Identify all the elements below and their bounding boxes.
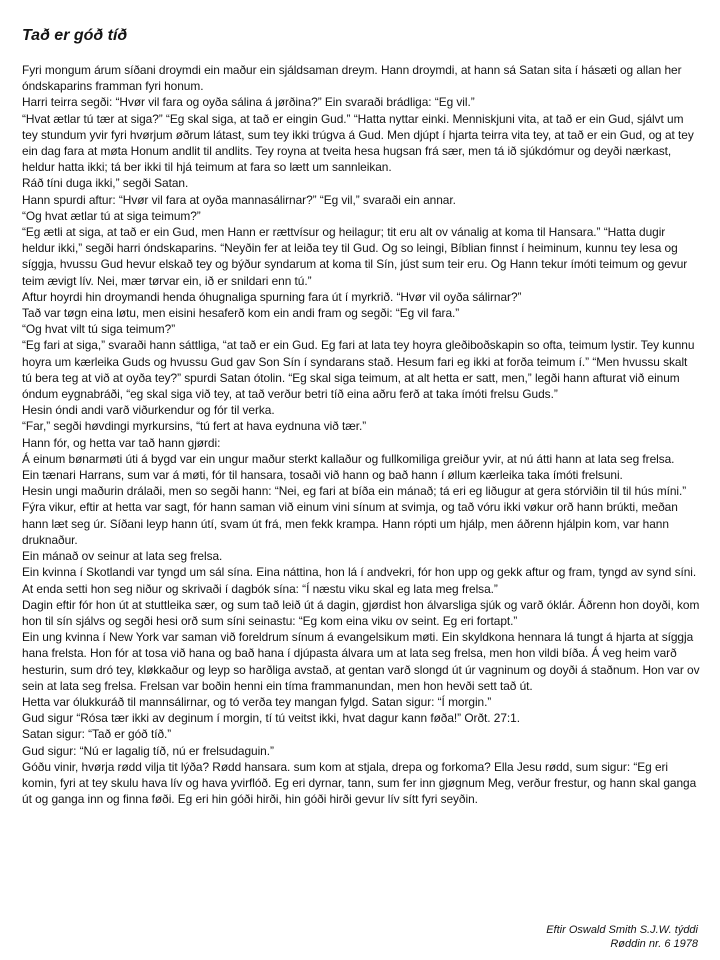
- paragraph: Tað var tøgn eina løtu, men eisini hesaferð kom ein andi fram og segði: “Eg vil fara.”: [22, 306, 460, 321]
- paragraph: Aftur hoyrdi hin droymandi henda óhugnaliga spurning fara út í myrkrið. “Hvør vil oyða sálirnar?”: [22, 289, 522, 304]
- paragraph: Ráð tíni duga ikki,” segði Satan.: [22, 176, 189, 191]
- paragraph: Fýra vikur, eftir at hetta var sagt, fór hann saman við einum vini sínum at svimja, og tað vóru ikki vøkur orð hann brúkti, meðan hann læt seg úr. Síðani leyp hann útí, svam út frá, men fekk krampa. Hann rópti um hjálp, men áðrenn hjálpin kom, var hann druknaður.: [22, 500, 678, 547]
- paragraph: Ein mánað ov seinur at lata seg frelsa.: [22, 549, 223, 564]
- paragraph: Dagin eftir fór hon út at stuttleika sær, og sum tað leið út á dagin, gjørdist hon álvarsliga sjúk og varð óklár. Áðrenn hon doyði, kom hon til sín sjálvs og segði hesi orð sum síni seinastu: “Eg kom eina viku ov seint. Eg eri fortapt.”: [22, 597, 700, 628]
- signature-source: Røddin nr. 6 1978: [610, 938, 698, 950]
- paragraph: “Eg ætli at siga, at tað er ein Gud, men Hann er rættvísur og heilagur; tit eru alt ov vánalig at koma til Hansara.” “Hatta dugir heldur ikki,” segði harri óndskaparins. “Neyðin fer at leiða tey til Gud. Og so leingi, Bíblian finnst í heiminum, kunnu tey lesa og síggja, hvussu Gud hevur elskað tey og býður syndarum at koma til Sín, júst sum teir eru. Og Hann tekur ímóti teimum og gevur teim ævigt lív. Nei, mær tørvar ein, ið er snildari enn tú.”: [22, 225, 688, 288]
- paragraph: Ein tænari Harrans, sum var á møti, fór til hansara, tosaði við hann og bað hann í øllum kærleika taka ímóti frelsuni.: [22, 468, 623, 483]
- paragraph: “Far,” segði høvdingi myrkursins, “tú fert at hava eydnuna við tær.”: [22, 419, 367, 434]
- paragraph: “Og hvat vilt tú siga teimum?”: [22, 322, 176, 337]
- paragraph: Harri teirra segði: “Hvør vil fara og oyða sálina á jørðina?” Ein svaraði brádliga: “Eg vil.”: [22, 95, 475, 110]
- paragraph: Hesin óndi andi varð viðurkendur og fór til verka.: [22, 403, 275, 418]
- document-title: Tað er góð tíð: [22, 27, 128, 44]
- paragraph: Ein kvinna í Skotlandi var tyngd um sál sína. Eina náttina, hon lá í andvekri, fór hon upp og gekk aftur og fram, tyngd av synd síni. At enda setti hon seg niður og skrivaði í dagbók sína: “Í næstu viku skal eg lata meg frelsa.”: [22, 565, 697, 596]
- paragraph: “Hvat ætlar tú tær at siga?” “Eg skal siga, at tað er eingin Gud.” “Hatta nyttar einki. Menniskjuni vita, at tað er ein Gud, sjálvt um tey stundum yvir fyri hvørjum øðrum látast, sum tey ikki trúgva á Gud. Men djúpt í hjarta teirra vita tey, at tað er ein Gud, og at tey ein dag fara at møta Honum andlit til andlits. Tey royna at tveita hesa hugsan frá sær, men tá ið sjúkdómur og deyði nærkast, heldur hatta ikki; tá ber ikki til hjá teimum at fara so lætt um sannleikan.: [22, 111, 694, 175]
- paragraph: Hesin ungi maðurin drálaði, men so segði hann: “Nei, eg fari at bíða ein mánað; tá eri eg liðugur at gera stórviðin til til hús míni.”: [22, 484, 687, 499]
- paragraph: Gud sigur: “Nú er lagalig tíð, nú er frelsudaguin.”: [22, 743, 274, 758]
- paragraph: “Eg fari at siga,” svaraði hann sáttliga, “at tað er ein Gud. Eg fari at lata tey hoyra gleðiboðskapin so ofta, teimum lystir. Tey kunnu hoyra um kærleika Guds og hvussu Gud gav Son Sín í syndarans stað. Hesum fari eg ikki at forða teimum í.” “Men hvussu skalt tú bera teg at við at oyða tey?” spurdi Satan ótolin. “Eg skal siga teimum, at alt hetta er satt, men,” legði hann afturat við einum óndum eygnabráði, “eg skal siga við tey, at tað verður betri tíð eina aðru ferð at taka ímóti frelsu Guds.”: [22, 338, 695, 402]
- paragraph: Hann spurdi aftur: “Hvør vil fara at oyða mannasálirnar?” “Eg vil,” svaraði ein annar.: [22, 192, 456, 207]
- paragraph: Á einum bønarmøti úti á bygd var ein ungur maður sterkt kallaður og fullkomiliga greiður yvir, at nú átti hann at lata seg frelsa.: [22, 451, 675, 466]
- paragraph: Góðu vinir, hvørja rødd vilja tit lýða? Rødd hansara. sum kom at stjala, drepa og forkoma? Ella Jesu rødd, sum sigur: “Eg eri komin, fyri at tey skulu hava lív og hava yvirflóð. Eg eri dyrnar, tann, sum fer inn gjøgnum Meg, verður frestur, og hann skal ganga út og ganga inn og finna føði. Eg eri hin góði hirði, hin góði hirði gevur lív sítt fyri seyðin.: [22, 759, 697, 807]
- paragraph: Satan sigur: “Tað er góð tíð.”: [22, 727, 172, 742]
- paragraph: Ein ung kvinna í New York var saman við foreldrum sínum á evangelsikum møti. Ein skyldkona hennara lá tungt á hjarta at síggja hana frelsta. Hon fór at tosa við hana og bað hana í djúpasta álvara um at lata seg frelsa, men hon vildi bíða. Á veg heim varð hesturin, sum dró tey, kløkkaður og leyp so harðliga avstað, at gentan varð slongd út úr vagninum og doyði á staðnum. Hon var ov sein at lata seg frelsa. Frelsan var boðin henni ein tíma frammanundan, men hon hevði sett tað út.: [22, 630, 700, 693]
- paragraph: Fyri mongum árum síðani droymdi ein maður ein sjáldsaman dreym. Hann droymdi, at hann sá Satan sita í hásæti og allan her óndskaparins framman fyri honum.: [22, 63, 682, 94]
- signature-block: [546, 923, 698, 951]
- paragraph: Hann fór, og hetta var tað hann gjørdi:: [22, 435, 221, 450]
- paragraph: Hetta var ólukkuráð til mannsálirnar, og tó verða tey mangan fylgd. Satan sigur: “Í morgin.”: [22, 694, 492, 709]
- signature-author: Eftir Oswald Smith S.J.W. týddi: [546, 924, 698, 936]
- paragraph: “Og hvat ætlar tú at siga teimum?”: [22, 208, 201, 223]
- document-body: [22, 62, 700, 807]
- paragraph: Gud sigur “Rósa tær ikki av deginum í morgin, tí tú veitst ikki, hvat dagur kann føða!” Orðt. 27:1.: [22, 711, 520, 726]
